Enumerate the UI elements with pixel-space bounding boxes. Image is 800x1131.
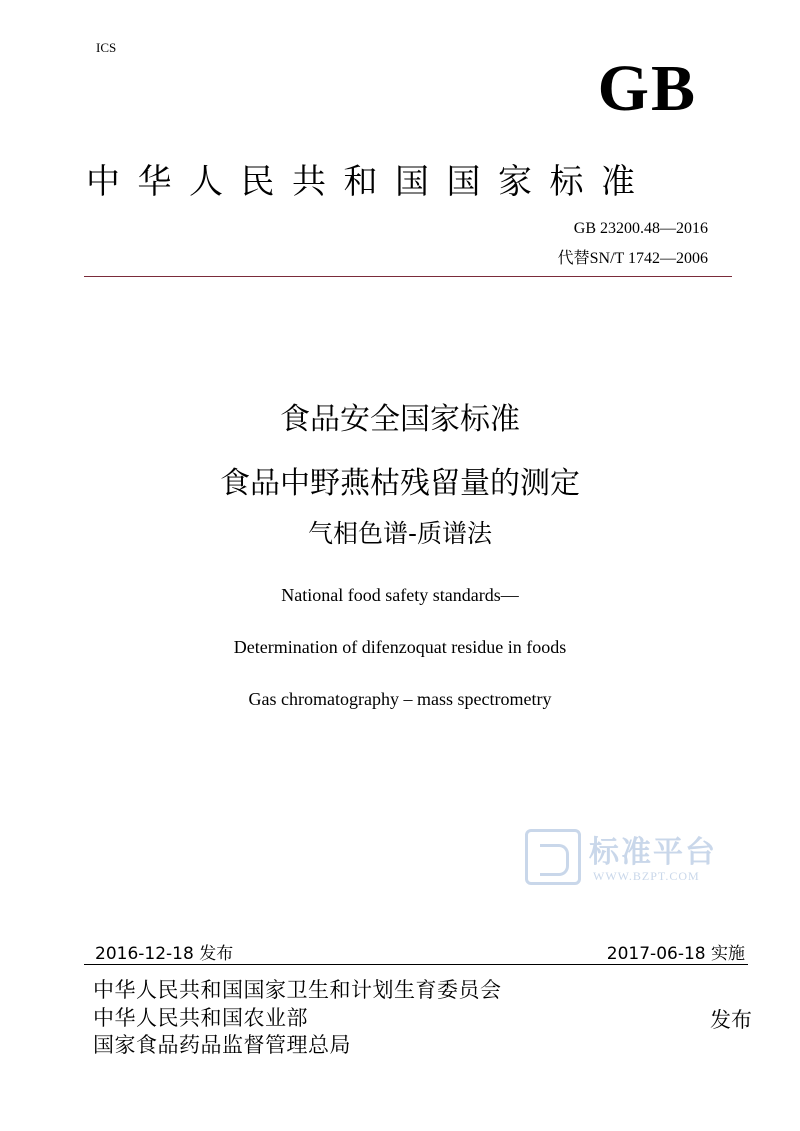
bottom-divider — [84, 964, 748, 965]
title-en-line-1: National food safety standards— — [281, 585, 519, 605]
publish-label: 发布 — [710, 1008, 752, 1032]
issue-date: 2016-12-18 发布 — [95, 944, 234, 964]
watermark-text: 标准平台 — [589, 835, 717, 870]
implementation-date: 2017-06-18 实施 — [606, 944, 745, 964]
replaces-code: 代替SN/T 1742—2006 — [557, 250, 708, 267]
issuer-2: 中华人民共和国农业部 — [93, 1006, 308, 1030]
watermark-logo-icon — [525, 829, 581, 885]
issuer-1: 中华人民共和国国家卫生和计划生育委员会 — [93, 978, 502, 1002]
national-standard-heading: 中华人民共和国国家标准 — [86, 162, 653, 202]
title-cn-line-3: 气相色谱-质谱法 — [307, 519, 493, 548]
watermark-url: WWW.BZPT.COM — [593, 869, 700, 883]
watermark — [525, 825, 755, 895]
standard-code: GB 23200.48—2016 — [573, 220, 708, 237]
top-divider — [84, 276, 732, 277]
issuer-3: 国家食品药品监督管理总局 — [93, 1033, 351, 1057]
gb-logo: GB — [597, 52, 697, 125]
title-en-line-2: Determination of difenzoquat residue in foods — [233, 637, 567, 657]
ics-label: ICS — [96, 40, 117, 55]
title-cn-line-1: 食品安全国家标准 — [280, 402, 520, 437]
title-en-line-3: Gas chromatography – mass spectrometry — [248, 689, 552, 709]
title-cn-line-2: 食品中野燕枯残留量的测定 — [220, 466, 580, 501]
